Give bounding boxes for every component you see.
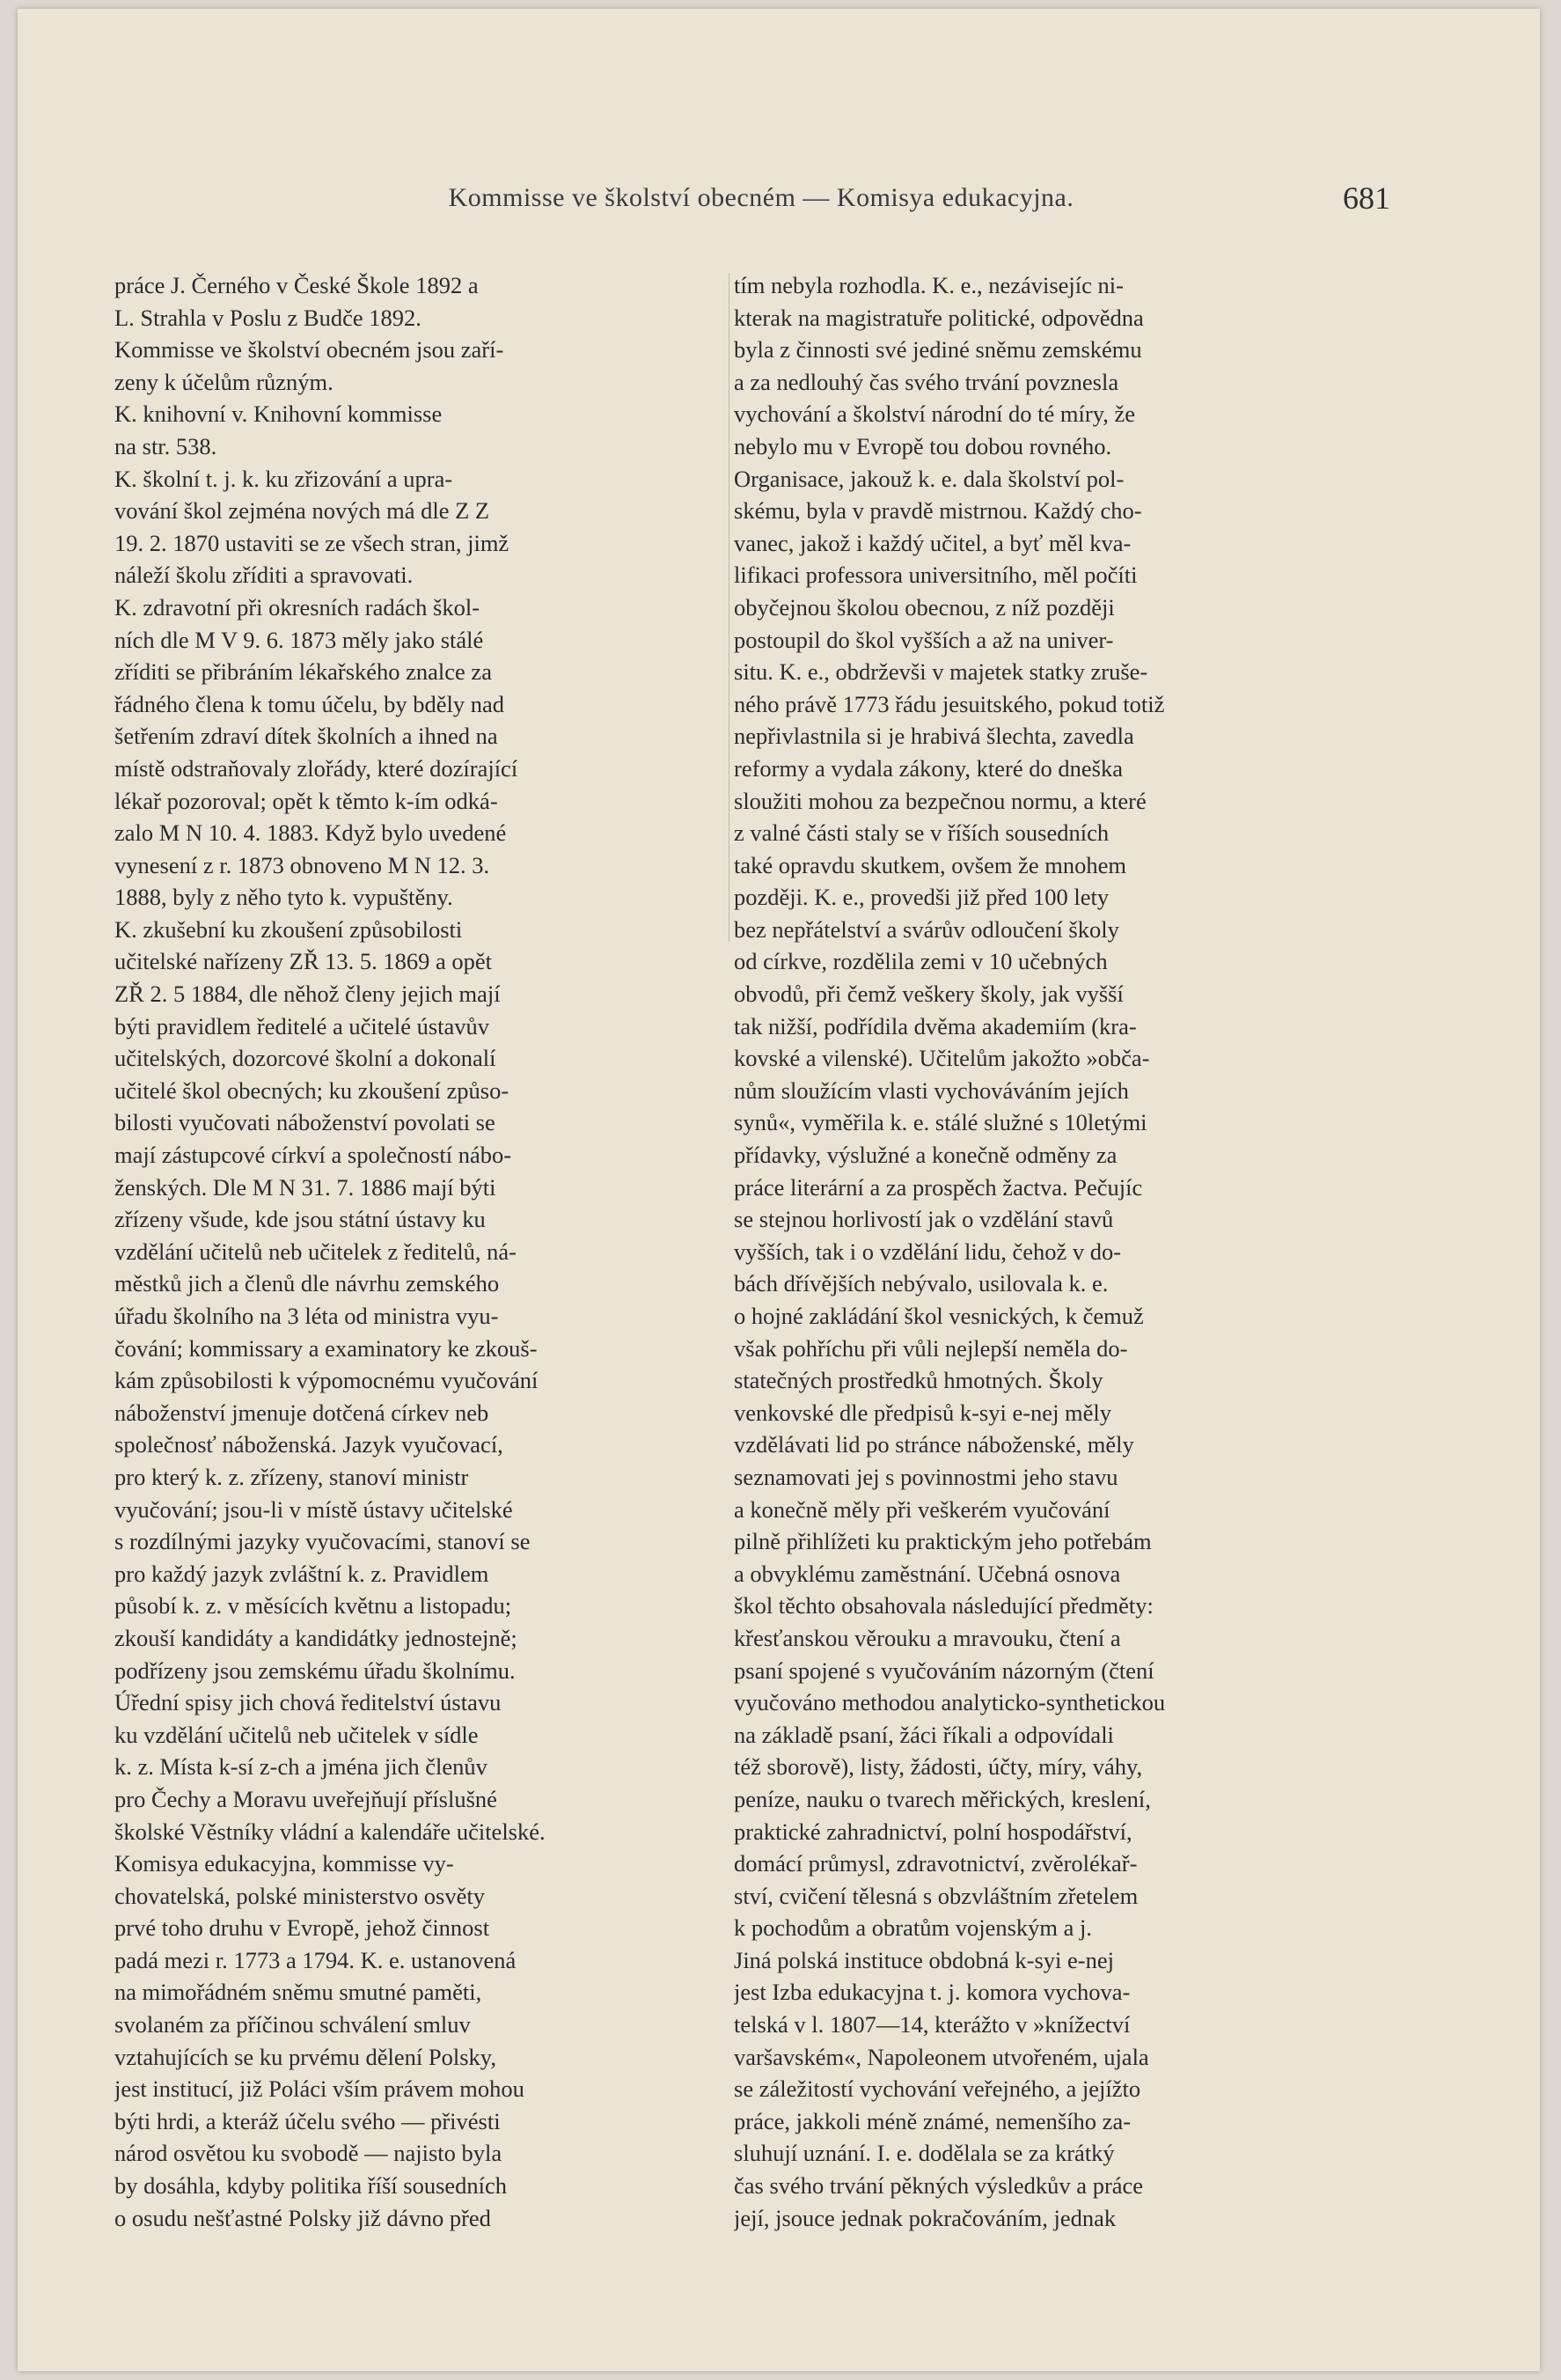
text-line: kterak na magistratuře politické, odpovědna [734,304,1144,331]
text-line: K. školní t. j. k. ku zřizování a upra- [114,465,453,492]
text-line: 1888, byly z něho tyto k. vypuštěny. [114,884,453,911]
text-line: náboženství jmenuje dotčená církev neb [114,1399,489,1426]
text-line: ženských. Dle M N 31. 7. 1886 mají býti [114,1173,496,1201]
text-line: postoupil do škol vyšších a až na univer- [734,626,1114,653]
text-line: bách dřívějších nebývalo, usilovala k. e. [734,1270,1109,1297]
text-line: zkouší kandidáty a kandidátky jednostejně; [114,1624,517,1651]
text-line: L. Strahla v Poslu z Budče 1892. [114,304,421,331]
text-line: se záležitostí vychování veřejného, a jejížto [734,2075,1141,2103]
text-line: lékař pozoroval; opět k těmto k-ím odká- [114,787,498,814]
text-line: tím nebyla rozhodla. K. e., nezávisejíc ni- [734,272,1124,298]
text-line: o osudu nešťastné Polsky již dávno před [114,2204,491,2231]
text-line: peníze, nauku o tvarech měřických, kreslení, [734,1785,1151,1812]
text-line: Organisace, jakouž k. e. dala školství pol- [734,465,1125,492]
text-line: lifikaci professora universitního, měl počíti [734,562,1138,589]
text-line: vyučování; jsou-li v místě ústavy učitelské [114,1495,513,1523]
text-line: práce J. Černého v České Škole 1892 a [114,272,479,298]
text-line: Komisya edukacyjna, kommisse vy- [114,1850,454,1877]
text-line: chovatelská, polské ministerstvo osvěty [114,1882,485,1909]
text-line: kovské a vilenské). Učitelům jakožto »občа- [734,1045,1150,1072]
text-line: by dosáhla, kdyby politika říší sousedních [114,2172,508,2200]
text-line: čas svého trvání pěkných výsledkův a práce [734,2172,1144,2200]
text-line: bez nepřátelství a svárův odloučení školy [734,915,1119,943]
text-line: obyčejnou školou obecnou, z níž později [734,593,1115,621]
text-line: učitelské nařízeny ZŘ 13. 5. 1869 a opět [114,948,493,975]
text-line: telská v l. 1807—14, kterážto v »knížectví [734,2011,1131,2038]
text-line: mají zástupcové církví a společností nábo- [114,1142,512,1169]
text-line: městků jich a členů dle návrhu zemského [114,1270,500,1297]
text-line: K. zdravotní při okresních radách škol- [114,593,480,621]
text-line: býti pravidlem ředitelé a učitelé ústavův [114,1012,490,1039]
text-line: od církve, rozdělila zemi v 10 učebných [734,948,1108,975]
text-line: zalo M N 10. 4. 1883. Když bylo uvedené [114,819,507,847]
text-line: Úřední spisy jich chová ředitelství ústavu [114,1689,502,1716]
text-line: řádného člena k tomu účelu, by bděly nad [114,690,504,717]
text-line: později. K. e., provedši již před 100 lety [734,884,1110,911]
text-line: Kommisse ve školství obecném jsou zaří- [114,336,504,364]
text-line: však pohříchu při vůli nejlepší neměla do- [734,1334,1128,1362]
text-line: vyučováno methodou analyticko-synthetickou [734,1689,1166,1716]
text-line: padá mezi r. 1773 a 1794. K. e. ustanovená [114,1946,517,1973]
text-line: psaní spojené s vyučováním názorným (čtení [734,1656,1154,1684]
text-line: úřadu školního na 3 léta od ministra vyu- [114,1303,499,1329]
text-line: nebylo mu v Evropě tou dobou rovného. [734,432,1112,459]
text-line: vanec, jakož i každý učitel, a byť měl kva- [734,529,1132,556]
text-line: vzdělání učitelů neb učitelek z ředitelů, ná- [114,1238,517,1265]
text-line: o hojné zakládání škol vesnických, k čemuž [734,1303,1144,1329]
text-line: K. zkušební ku zkoušení způsobilosti [114,915,463,943]
text-line: synů«, vyměřila k. e. stálé služné s 10letými [734,1109,1147,1136]
running-title: Kommisse ve školství obecném — Komisya edukacyjna. [448,183,1074,212]
book-page [18,9,1540,2371]
left-column [114,269,702,2234]
text-line: se stejnou horlivostí jak o vzdělání stavů [734,1206,1114,1233]
text-line: a obvyklému zaměstnání. Učebná osnova [734,1560,1121,1587]
text-line: ku vzdělání učitelů neb učitelek v sídle [114,1721,479,1748]
text-line: práce literární a za prospěch žactva. Pečujíc [734,1173,1143,1201]
text-line: národ osvětou ku svobodě — najisto byla [114,2140,502,2167]
text-line: a za nedlouhý čas svého trvání povznesla [734,368,1119,395]
text-line: křesťanskou věrouku a mravouku, čtení a [734,1624,1121,1651]
text-line: zříditi se přibráním lékařského znalce za [114,658,492,686]
text-line: ného právě 1773 řádu jesuitského, pokud totiž [734,690,1165,717]
text-line: a konečně měly při veškerém vyučování [734,1495,1110,1523]
text-line: nům sloužícím vlasti vychováváním jejích [734,1076,1129,1104]
text-line: K. knihovní v. Knihovní kommisse [114,400,443,428]
text-line: podřízeny jsou zemskému úřadu školnímu. [114,1656,516,1684]
text-line: na základě psaní, žáci říkali a odpovídali [734,1721,1114,1748]
text-line: šetřením zdraví dítek školních a ihned na [114,723,498,750]
text-line: učitelé škol obecných; ku zkoušení způso- [114,1076,509,1104]
text-line: zřízeny všude, kde jsou státní ústavy ku [114,1206,486,1233]
text-line: seznamovati jej s povinnostmi jeho stavu [734,1463,1118,1490]
text-line: tak nižší, podřídila dvěma akademiím (kra- [734,1012,1137,1039]
right-column [734,269,1322,2234]
text-line: její, jsouce jednak pokračováním, jednak [734,2204,1117,2231]
text-line: místě odstraňovaly zlořády, které dozírající [114,754,518,782]
text-line: škol těchto obsahovala následující předměty: [734,1592,1154,1620]
text-line: vynesení z r. 1873 obnoveno M N 12. 3. [114,851,490,878]
text-line: ství, cvičení tělesná s obzvláštním zřetelem [734,1882,1139,1909]
text-line: společnosť náboženská. Jazyk vyučovací, [114,1431,503,1458]
text-line: učitelských, dozorcové školní a dokonalí [114,1045,496,1072]
text-line: ZŘ 2. 5 1884, dle něhož členy jejich mají [114,981,501,1008]
text-line: kám způsobilosti k výpomocnému vyučování [114,1367,539,1394]
text-line: vování škol zejména nových má dle Z Z [114,497,490,525]
page-header [132,180,1390,218]
text-line: vyšších, tak i o vzdělání lidu, čehož v do- [734,1238,1122,1265]
text-line: byla z činnosti své jediné sněmu zemskému [734,336,1142,364]
text-line: jest institucí, již Poláci vším právem mohou [114,2075,524,2103]
text-line: sloužiti mohou za bezpečnou normu, a které [734,787,1147,814]
text-line: bilosti vyučovati náboženství povolati se [114,1109,495,1136]
text-line: vychování a školství národní do té míry, že [734,400,1136,428]
text-line: též sborově), listy, žádosti, účty, míry, váhy, [734,1753,1143,1781]
text-line: pilně přihlížeti ku praktickým jeho potřebám [734,1528,1152,1555]
text-line: nepřivlastnila si je hrabivá šlechta, zavedla [734,723,1134,750]
text-line: s rozdílnými jazyky vyučovacími, stanoví se [114,1528,531,1555]
text-line: vzdělávati lid po stránce náboženské, měly [734,1431,1134,1458]
text-line: na mimořádném sněmu smutné paměti, [114,1979,482,2006]
text-line: skému, byla v pravdě mistrnou. Každý cho- [734,497,1142,525]
text-line: pro Čechy a Moravu uveřejňují příslušné [114,1785,497,1812]
text-line: svolaném za příčinou schválení smluv [114,2011,471,2038]
text-line: z valné části staly se v říších sousedních [734,819,1110,847]
text-line: čování; kommissary a examinatory ke zkouš- [114,1334,538,1362]
text-line: ních dle M V 9. 6. 1873 měly jako stálé [114,626,484,653]
text-line: Jiná polská instituce obdobná k-syi e-nej [734,1946,1115,1973]
text-line: také opravdu skutkem, ovšem že mnohem [734,851,1126,878]
text-line: pro který k. z. zřízeny, stanoví ministr [114,1463,469,1490]
text-line: býti hrdi, a kteráž účelu svého — přivésti [114,2107,501,2134]
text-line: reformy a vydala zákony, které do dneška [734,754,1123,782]
text-line: 19. 2. 1870 ustaviti se ze všech stran, jimž [114,529,509,556]
text-line: sluhují uznání. I. e. dodělala se za krátký [734,2140,1115,2167]
text-line: jest Izba edukacyjna t. j. komora vychova- [734,1979,1131,2006]
text-line: k pochodům a obratům vojenským a j. [734,1914,1092,1942]
text-line: situ. K. e., obdrževši v majetek statky zruše- [734,658,1148,686]
text-line: působí k. z. v měsících květnu a listopadu; [114,1592,512,1620]
text-line: statečných prostředků hmotných. Školy [734,1367,1103,1394]
text-line: práce, jakkoli méně známé, nemenšího za- [734,2107,1132,2134]
text-line: vztahujících se ku prvému dělení Polsky, [114,2043,496,2070]
text-line: prvé toho druhu v Evropě, jehož činnost [114,1914,490,1942]
text-line: venkovské dle předpisů k-syi e-nej měly [734,1399,1112,1426]
text-line: varšavském«, Napoleonem utvořeném, ujala [734,2043,1149,2070]
page-number: 681 [1343,180,1390,216]
text-line: zeny k účelům různým. [114,368,333,395]
text-line: pro každý jazyk zvláštní k. z. Pravidlem [114,1560,489,1587]
text-line: obvodů, při čemž veškery školy, jak vyšší [734,981,1124,1008]
text-line: přídavky, výslužné a konečně odměny za [734,1142,1118,1169]
text-line: k. z. Místa k-sí z-ch a jména jich členův [114,1753,487,1781]
text-line: náleží školu zříditi a spravovati. [114,562,414,589]
text-line: školské Věstníky vládní a kalendáře učitelské. [114,1818,546,1845]
text-line: domácí průmysl, zdravotnictví, zvěrolékař- [734,1850,1138,1877]
text-line: praktické zahradnictví, polní hospodářství, [734,1818,1132,1845]
text-line: na str. 538. [114,432,217,459]
